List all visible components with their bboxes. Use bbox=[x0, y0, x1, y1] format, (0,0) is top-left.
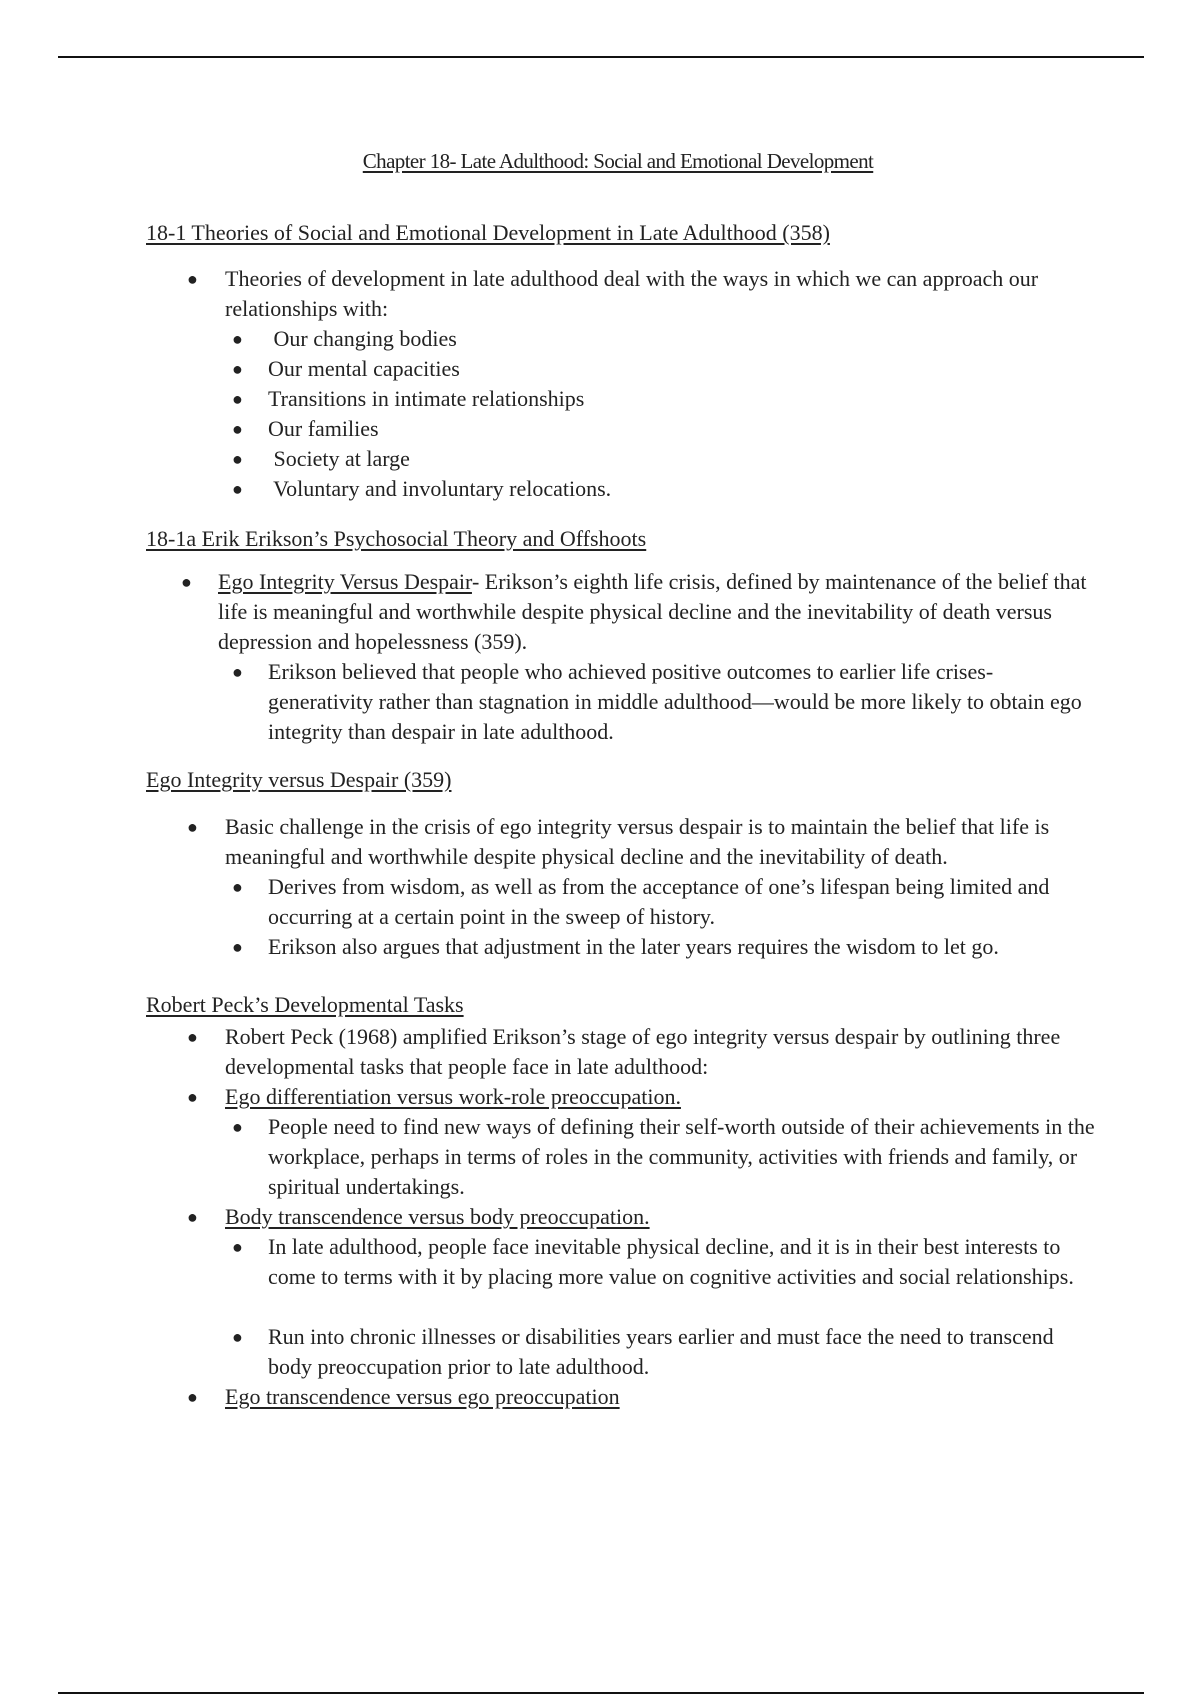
list-item: ● Ego differentiation versus work-role preoccupation. bbox=[225, 1082, 1105, 1112]
bullet-icon: ● bbox=[232, 1237, 243, 1257]
bullet-icon: ● bbox=[187, 817, 198, 837]
page-title: Chapter 18- Late Adulthood: Social and Emotional Development bbox=[362, 149, 874, 173]
list-item: ● Transitions in intimate relationships bbox=[268, 384, 1098, 414]
bullet-icon: ● bbox=[232, 419, 243, 439]
bullet-icon: ● bbox=[232, 1117, 243, 1137]
section-heading-ego-integrity: Ego Integrity versus Despair (359) bbox=[146, 767, 452, 792]
list-item: ● Theories of development in late adulthood deal with the ways in which we can approach our relationships with: bbox=[187, 266, 1039, 321]
bullet-icon: ● bbox=[187, 1387, 198, 1407]
list-item: ● In late adulthood, people face inevitable physical decline, and it is in their best interests to come to terms with it by placing more value on cognitive activities and social relationships. bbox=[232, 1234, 1074, 1289]
bullet-icon: ● bbox=[232, 329, 243, 349]
bullet-icon: ● bbox=[232, 359, 243, 379]
section-heading-18-1: 18-1 Theories of Social and Emotional Development in Late Adulthood (358) bbox=[146, 220, 830, 245]
bullet-icon: ● bbox=[232, 937, 243, 957]
bullet-icon: ● bbox=[232, 449, 243, 469]
list-item: ● Ego Integrity Versus Despair- Erikson’s eighth life crisis, defined by maintenance of the belief that life is meaningful and worthwhile despite physical decline and the inevitability of death versus depression and hopelessness (359). bbox=[181, 569, 1087, 654]
bullet-icon: ● bbox=[187, 1207, 198, 1227]
section-heading-robert-peck: Robert Peck’s Developmental Tasks bbox=[146, 992, 464, 1017]
bullet-icon: ● bbox=[232, 479, 243, 499]
term-ego-integrity: Ego Integrity Versus Despair bbox=[218, 569, 472, 594]
list-item: ● Body transcendence versus body preoccupation. bbox=[225, 1202, 1105, 1232]
list-item: ● Voluntary and involuntary relocations. bbox=[268, 474, 1098, 504]
list-item: ● Our families bbox=[268, 414, 1098, 444]
bullet-icon: ● bbox=[232, 389, 243, 409]
list-item: ● Derives from wisdom, as well as from the acceptance of one’s lifespan being limited and occurring at a certain point in the sweep of history. bbox=[232, 874, 1050, 929]
bottom-rule bbox=[58, 1692, 1144, 1694]
bullet-icon: ● bbox=[232, 1327, 243, 1347]
list-item: ● Ego transcendence versus ego preoccupation bbox=[225, 1382, 1105, 1412]
list-item: ● Robert Peck (1968) amplified Erikson’s stage of ego integrity versus despair by outlining three developmental tasks that people face in late adulthood: bbox=[187, 1024, 1061, 1079]
list-item: ● Society at large bbox=[268, 444, 1098, 474]
list-item: ● Run into chronic illnesses or disabilities years earlier and must face the need to transcend body preoccupation prior to late adulthood. bbox=[232, 1324, 1054, 1379]
section-heading-18-1a: 18-1a Erik Erikson’s Psychosocial Theory and Offshoots bbox=[146, 526, 647, 551]
top-rule bbox=[58, 56, 1144, 58]
bullet-icon: ● bbox=[187, 269, 198, 289]
list-item: ● Erikson believed that people who achieved positive outcomes to earlier life crises-generativity rather than stagnation in middle adulthood—would be more likely to obtain ego integrity than despair in late adulthood. bbox=[232, 659, 1082, 744]
list-item: ● Our changing bodies bbox=[268, 324, 1098, 354]
bullet-icon: ● bbox=[232, 877, 243, 897]
list-item: ● People need to find new ways of defining their self-worth outside of their achievements in the workplace, perhaps in terms of roles in the community, activities with friends and family, or spiritual undertakings. bbox=[232, 1114, 1095, 1199]
bullet-icon: ● bbox=[232, 662, 243, 682]
bullet-icon: ● bbox=[181, 572, 192, 592]
list-item: ● Basic challenge in the crisis of ego integrity versus despair is to maintain the belief that life is meaningful and worthwhile despite physical decline and the inevitability of death. bbox=[187, 814, 1050, 869]
bullet-icon: ● bbox=[187, 1087, 198, 1107]
list-item: ● Our mental capacities bbox=[268, 354, 1098, 384]
list-item: ● Erikson also argues that adjustment in the later years requires the wisdom to let go. bbox=[268, 932, 1098, 962]
bullet-icon: ● bbox=[187, 1027, 198, 1047]
